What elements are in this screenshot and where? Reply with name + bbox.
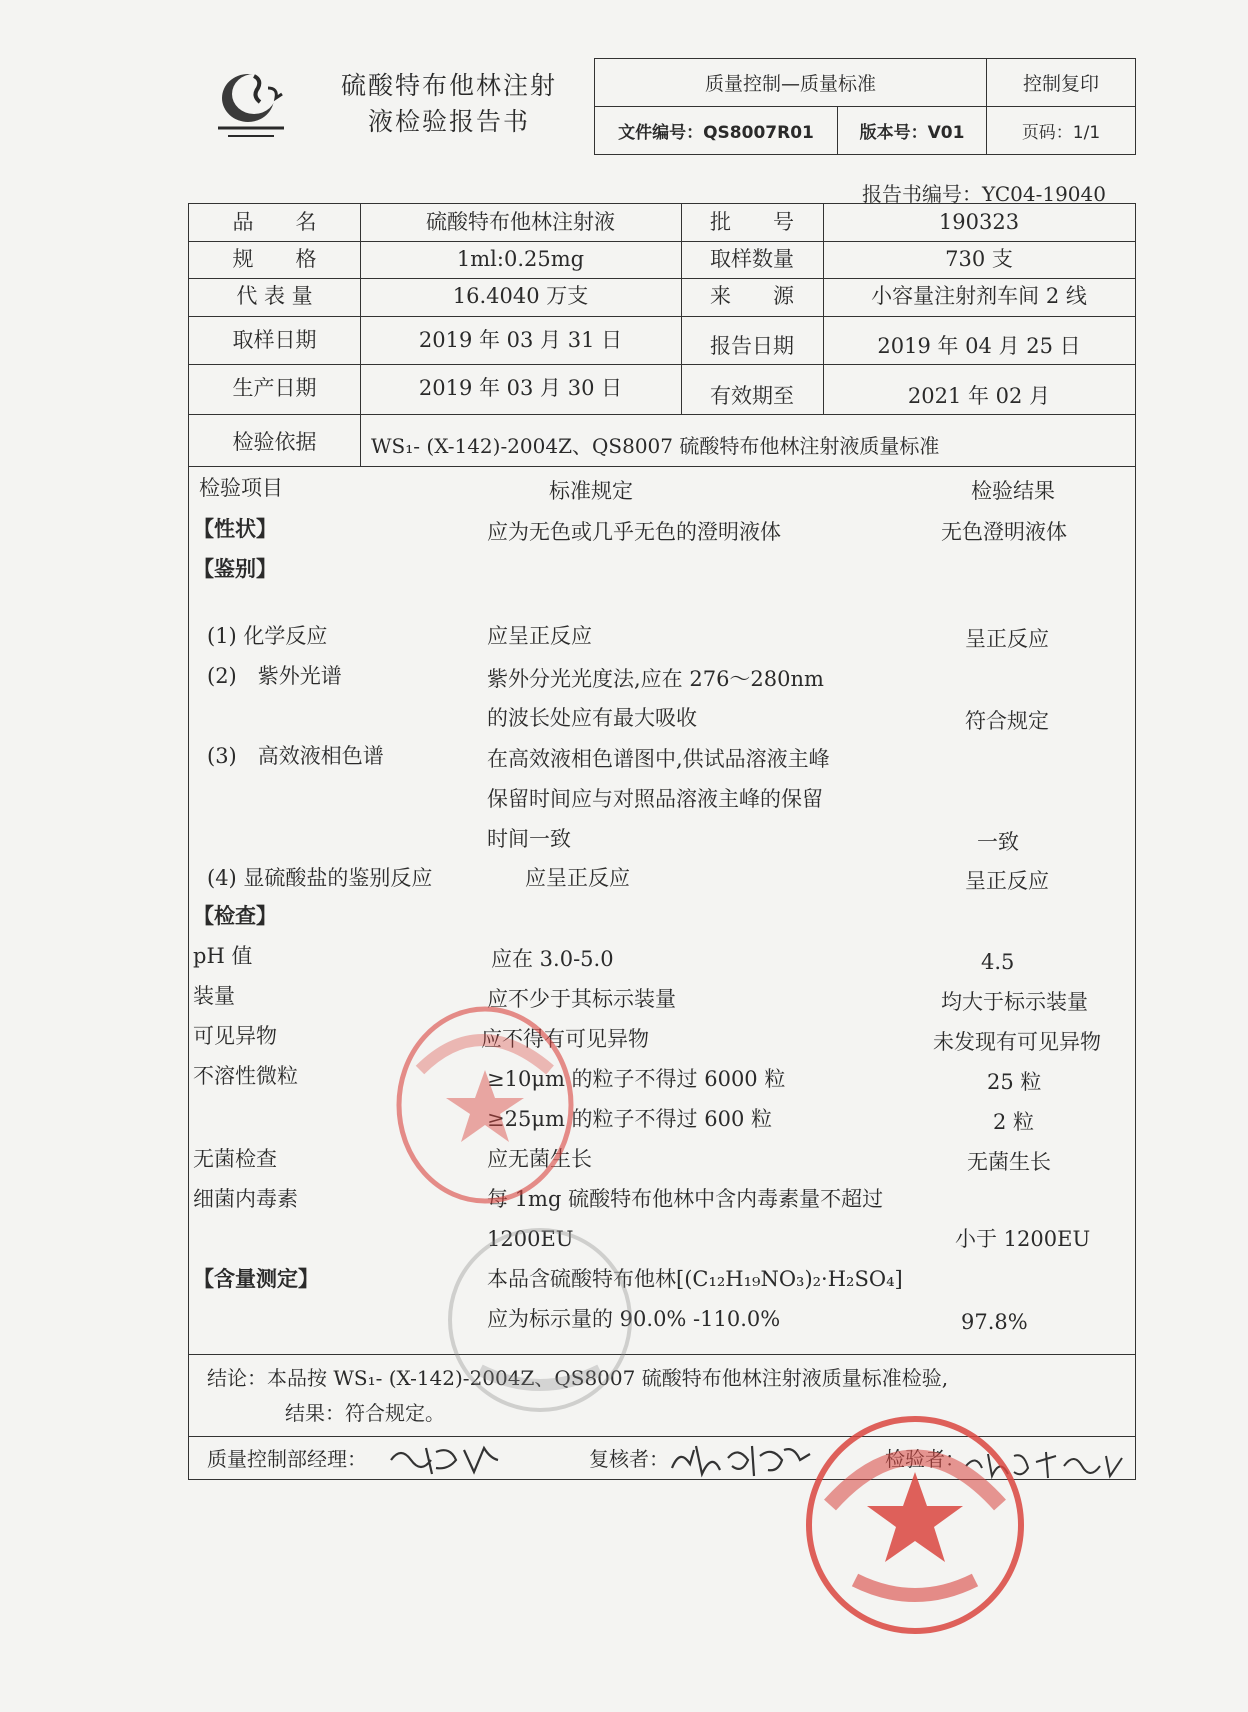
id1-std: 应呈正反应 [487,624,592,648]
prod-date-value: 2019 年 03 月 30 日 [418,376,623,400]
id3-std-line3: 时间一致 [487,827,571,851]
id2-result: 符合规定 [965,709,1049,733]
col-item-header: 检验项目 [199,476,283,500]
file-no-cell: 文件编号：QS8007R01 [595,107,838,155]
ph-result: 4.5 [981,950,1015,974]
fill-result: 均大于标示装量 [941,990,1088,1014]
expiry-value: 2021 年 02 月 [907,384,1051,408]
assay-std-line2: 应为标示量的 90.0% -110.0% [487,1307,781,1331]
endotoxin-item: 细菌内毒素 [193,1187,298,1211]
document-title [318,68,580,140]
visible-particles-item: 可见异物 [193,1024,277,1048]
conclusion-line-1: 结论：本品按 WS₁- (X-142)-2004Z、QS8007 硫酸特布他林注射液质量标准检验, [207,1366,949,1390]
section-appearance: 【性状】 [193,516,277,541]
ph-std: 应在 3.0-5.0 [491,947,614,971]
appearance-result: 无色澄明液体 [941,520,1067,544]
particles-std-25um: ≥25μm 的粒子不得过 600 粒 [487,1107,772,1131]
rep-qty-value: 16.4040 万支 [452,284,589,308]
appearance-std: 应为无色或几乎无色的澄明液体 [487,520,781,544]
report-number: 报告书编号：YC04-19040 [862,182,1106,206]
basis-label: 检验依据 [232,430,317,454]
sample-date-value: 2019 年 03 月 31 日 [418,328,623,352]
inspection-stamp [800,1410,1030,1640]
prod-date-label: 生产日期 [232,376,317,400]
product-value: 硫酸特布他林注射液 [426,210,615,234]
id3-std-line1: 在高效液相色谱图中,供试品溶液主峰 [487,747,830,771]
sample-date-label: 取样日期 [232,328,317,352]
ph-item: pH 值 [193,944,253,968]
category-cell: 质量控制—质量标准 [595,59,987,107]
visible-particles-result: 未发现有可见异物 [933,1030,1101,1054]
endotoxin-std-line2: 1200EU [487,1227,574,1251]
title-line-1: 硫酸特布他林注射 [340,71,557,100]
id1-result: 呈正反应 [965,627,1049,651]
id3-item: (3) 高效液相色谱 [207,744,384,768]
particles-result-10um: 25 粒 [987,1070,1042,1094]
report-date-value: 2019 年 04 月 25 日 [877,334,1081,358]
id3-result: 一致 [977,830,1019,854]
id4-result: 呈正反应 [965,869,1049,893]
id2-std-line2: 的波长处应有最大吸收 [487,706,697,730]
sterility-item: 无菌检查 [193,1147,277,1171]
page-cell: 页码：1/1 [987,107,1136,155]
section-check: 【检查】 [193,903,277,928]
title-line-2: 液检验报告书 [367,107,530,136]
col-std-header: 标准规定 [549,479,633,503]
manager-label: 质量控制部经理： [207,1447,367,1471]
sample-qty-value: 730 支 [945,247,1013,271]
particles-std-10um: ≥10μm 的粒子不得过 6000 粒 [487,1067,786,1091]
endotoxin-result: 小于 1200EU [955,1227,1091,1251]
particles-result-25um: 2 粒 [993,1110,1035,1134]
id3-std-line2: 保留时间应与对照品溶液主峰的保留 [487,787,823,811]
batch-label: 批 号 [710,210,794,234]
spec-label: 规 格 [232,247,317,271]
id4-item: (4) 显硫酸盐的鉴别反应 [207,866,433,890]
fill-item: 装量 [193,984,235,1008]
report-date-label: 报告日期 [710,334,794,358]
visible-particles-std: 应不得有可见异物 [481,1027,649,1051]
section-identification: 【鉴别】 [193,556,277,581]
id4-std: 应呈正反应 [525,866,630,890]
report-frame [188,203,1136,1480]
reviewer-signature [666,1438,816,1482]
basis-value: WS₁- (X-142)-2004Z、QS8007 硫酸特布他林注射液质量标准 [371,434,940,458]
source-value: 小容量注射剂车间 2 线 [871,284,1087,308]
endotoxin-std-line1: 每 1mg 硫酸特布他林中含内毒素量不超过 [487,1187,884,1211]
batch-value: 190323 [938,210,1020,234]
sterility-result: 无菌生长 [967,1150,1051,1174]
reviewer-label: 复核者： [589,1447,669,1471]
assay-result: 97.8% [961,1310,1028,1334]
id2-std-line1: 紫外分光光度法,应在 276～280nm [487,667,824,691]
insoluble-particles-item: 不溶性微粒 [193,1064,298,1088]
section-assay: 【含量测定】 [193,1266,319,1291]
sample-qty-label: 取样数量 [710,247,794,271]
document-control-table [594,58,1136,155]
company-stamp-faded [390,1000,580,1210]
company-logo [208,58,304,144]
version-cell: 版本号：V01 [838,107,987,155]
id2-item: (2) 紫外光谱 [207,664,342,688]
sterility-std: 应无菌生长 [487,1147,592,1171]
copy-mark-cell: 控制复印 [987,59,1136,107]
rep-qty-label: 代 表 量 [236,284,313,308]
inspector-label: 检验者： [885,1447,965,1471]
product-label: 品 名 [232,210,317,234]
assay-std-line1: 本品含硫酸特布他林[(C₁₂H₁₉NO₃)₂·H₂SO₄] [487,1267,903,1291]
expiry-label: 有效期至 [710,384,794,408]
fill-std: 应不少于其标示装量 [487,987,676,1011]
conclusion-line-2: 结果：符合规定。 [285,1401,445,1425]
spec-value: 1ml:0.25mg [456,247,585,271]
col-result-header: 检验结果 [971,479,1055,503]
manager-signature [386,1440,506,1480]
id1-item: (1) 化学反应 [207,624,328,648]
source-label: 来 源 [710,284,794,308]
inspection-stamp-faded [440,1220,640,1420]
